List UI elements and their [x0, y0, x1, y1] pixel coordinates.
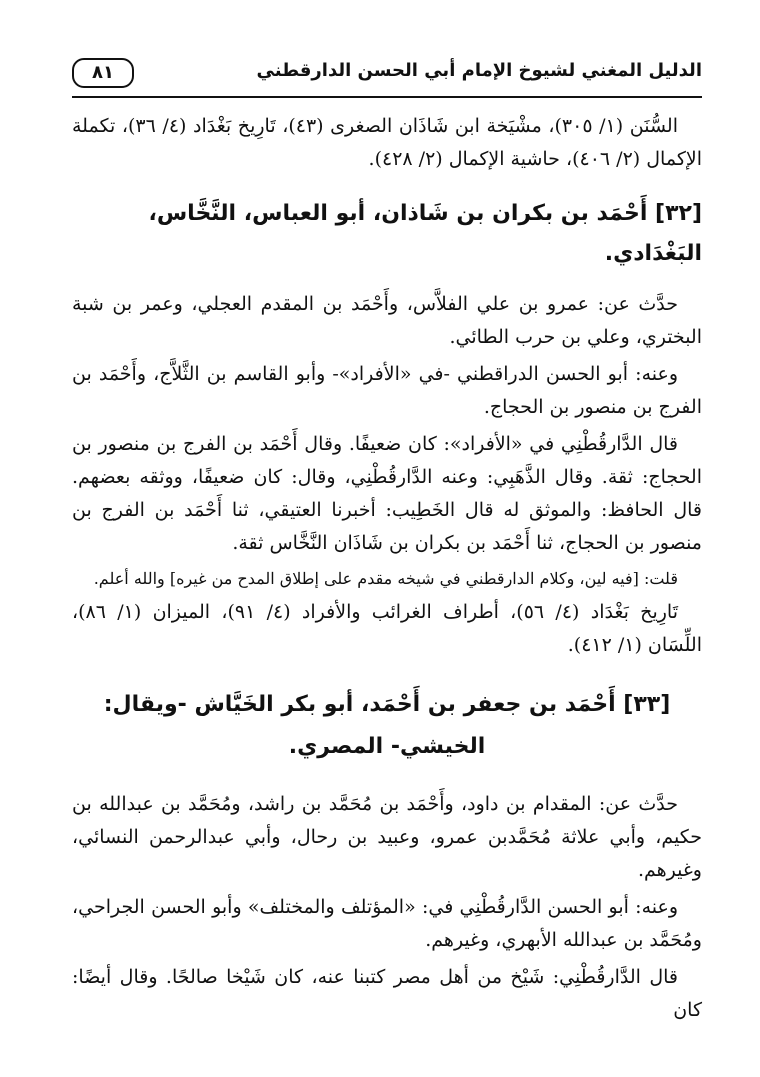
top-references: السُّنَن (١/ ٣٠٥)، مشْيَخة ابن شَاذَان الصغرى (٤٣)، تَارِيخ بَغْدَاد (٤/ ٣٦)، تكملة الإكمال (٢/ ٤٠٦)، حاشية الإكمال (٢/ ٤٢٨).: [72, 115, 702, 170]
entry-32-students: وعنه: أبو الحسن الدراقطني -في «الأفراد»- وأبو القاسم بن الثَّلاَّج، وأَحْمَد بن الفرج بن منصور بن الحجاج.: [72, 363, 702, 418]
entry-33-heading: [72, 684, 702, 768]
entry-32-teachers: حدَّث عن: عمرو بن علي الفلاَّس، وأَحْمَد بن المقدم العجلي، وعمر بن شبة البختري، وعلي بن حرب الطائي.: [72, 293, 702, 348]
entry-33: [72, 684, 702, 1027]
entry-33-grading: قال الدَّارقُطْنِي: شَيْخ من أهل مصر كتبنا عنه، كان شَيْخا صالحًا. وقال أيضًا: كان: [72, 966, 702, 1021]
entry-33-heading-line2: الخيشي- المصري.: [288, 734, 486, 759]
entry-33-teachers: حدَّث عن: المقدام بن داود، وأَحْمَد بن مُحَمَّد بن راشد، ومُحَمَّد بن عبدالله بن حكيم، وأبي علاثة مُحَمَّدبن عمرو، وعبيد بن رحال، وأبي عبدالرحمن النسائي، وغيرهم.: [72, 793, 702, 881]
running-title: الدليل المغني لشيوخ الإمام أبي الحسن الدارقطني: [256, 60, 702, 81]
book-page: [72, 56, 702, 1027]
entry-32-heading: [٣٢] أَحْمَد بن بكران بن شَاذان، أبو العباس، النَّخَّاس، البَغْدَادي.: [148, 201, 702, 266]
entry-33-heading-line1: [٣٣] أَحْمَد بن جعفر بن أَحْمَد، أبو بكر الخَيَّاش -ويقال:: [103, 692, 671, 717]
entry-32-grading: قال الدَّارقُطْنِي في «الأفراد»: كان ضعيفًا. وقال أَحْمَد بن الفرج بن منصور بن الحجاج: ثقة. وقال الذَّهَبِي: وعنه الدَّارقُطْنِي، وقال: كان ضعيفًا، ووثقه بعضهم. قال الحافظ: والموثق له قال الخَطِيب: أخبرنا العتيقي، ثنا أَحْمَد بن الفرج بن منصور بن الحجاج، ثنا أَحْمَد بن بكران بن شَاذَان النَّخَّاس ثقة.: [72, 433, 702, 554]
page-number: ٨١: [72, 58, 134, 88]
entry-32-references: تَارِيخ بَغْدَاد (٤/ ٥٦)، أطراف الغرائب والأفراد (٤/ ٩١)، الميزان (١/ ٨٦)، اللِّسَان (١/ ٤١٢).: [72, 601, 702, 656]
entry-33-students: وعنه: أبو الحسن الدَّارقُطْنِي في: «المؤتلف والمختلف» وأبو الحسن الجراحي، ومُحَمَّد بن عبدالله الأبهري، وغيرهم.: [72, 896, 702, 951]
entry-32: [72, 194, 702, 662]
entry-32-note: قلت: [فيه لين، وكلام الدارقطني في شيخه مقدم على إطلاق المدح من غيره] والله أعلم.: [93, 569, 678, 588]
running-header: [72, 56, 702, 98]
